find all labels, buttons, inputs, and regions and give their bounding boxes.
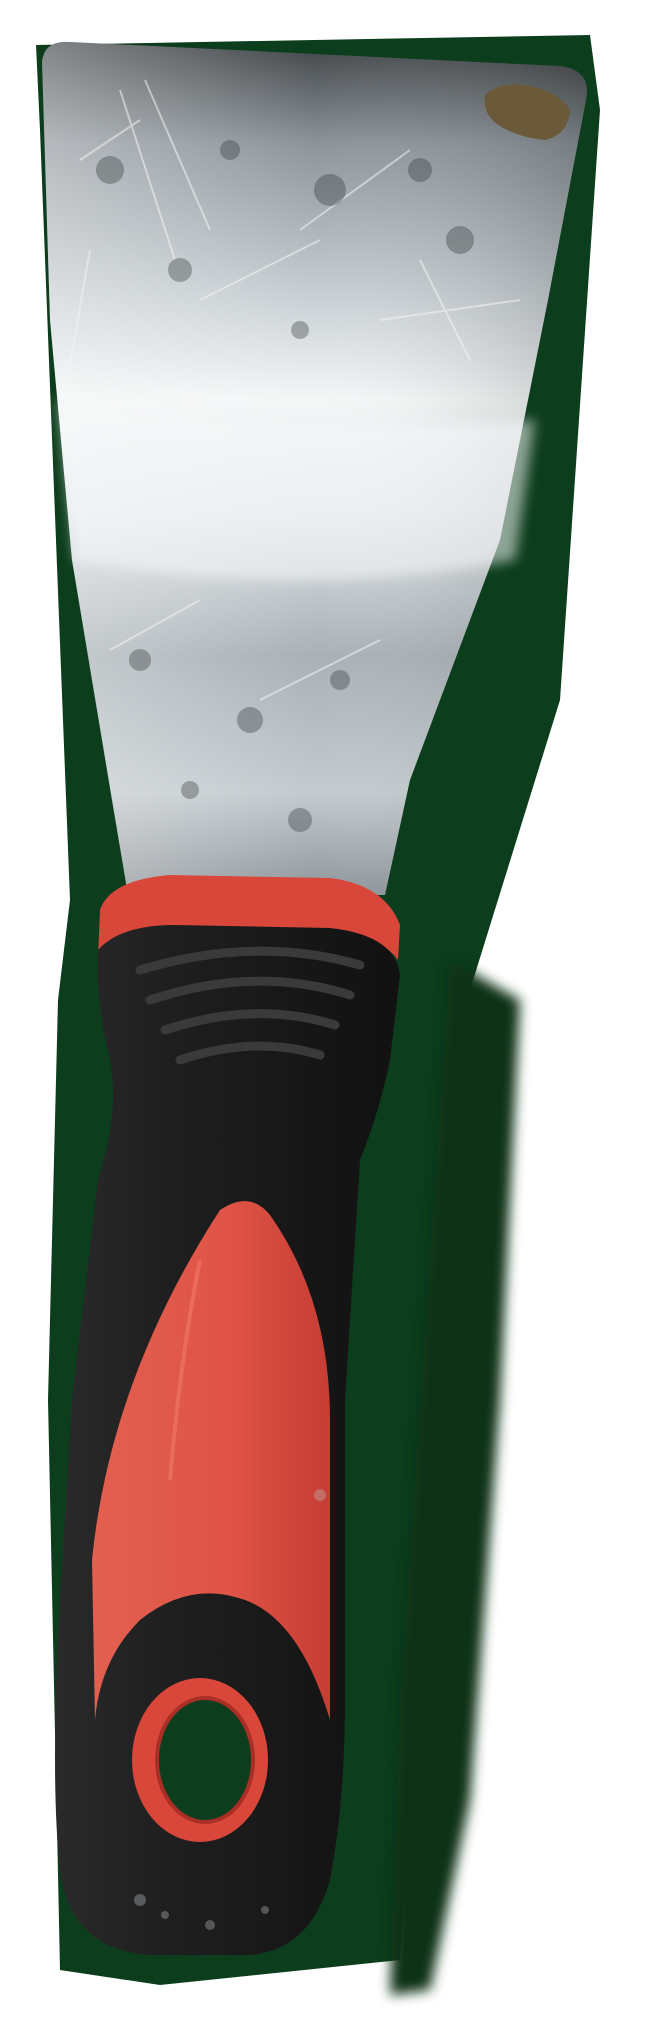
hang-hole [132, 1678, 268, 1842]
blade-reflection [58, 400, 535, 580]
